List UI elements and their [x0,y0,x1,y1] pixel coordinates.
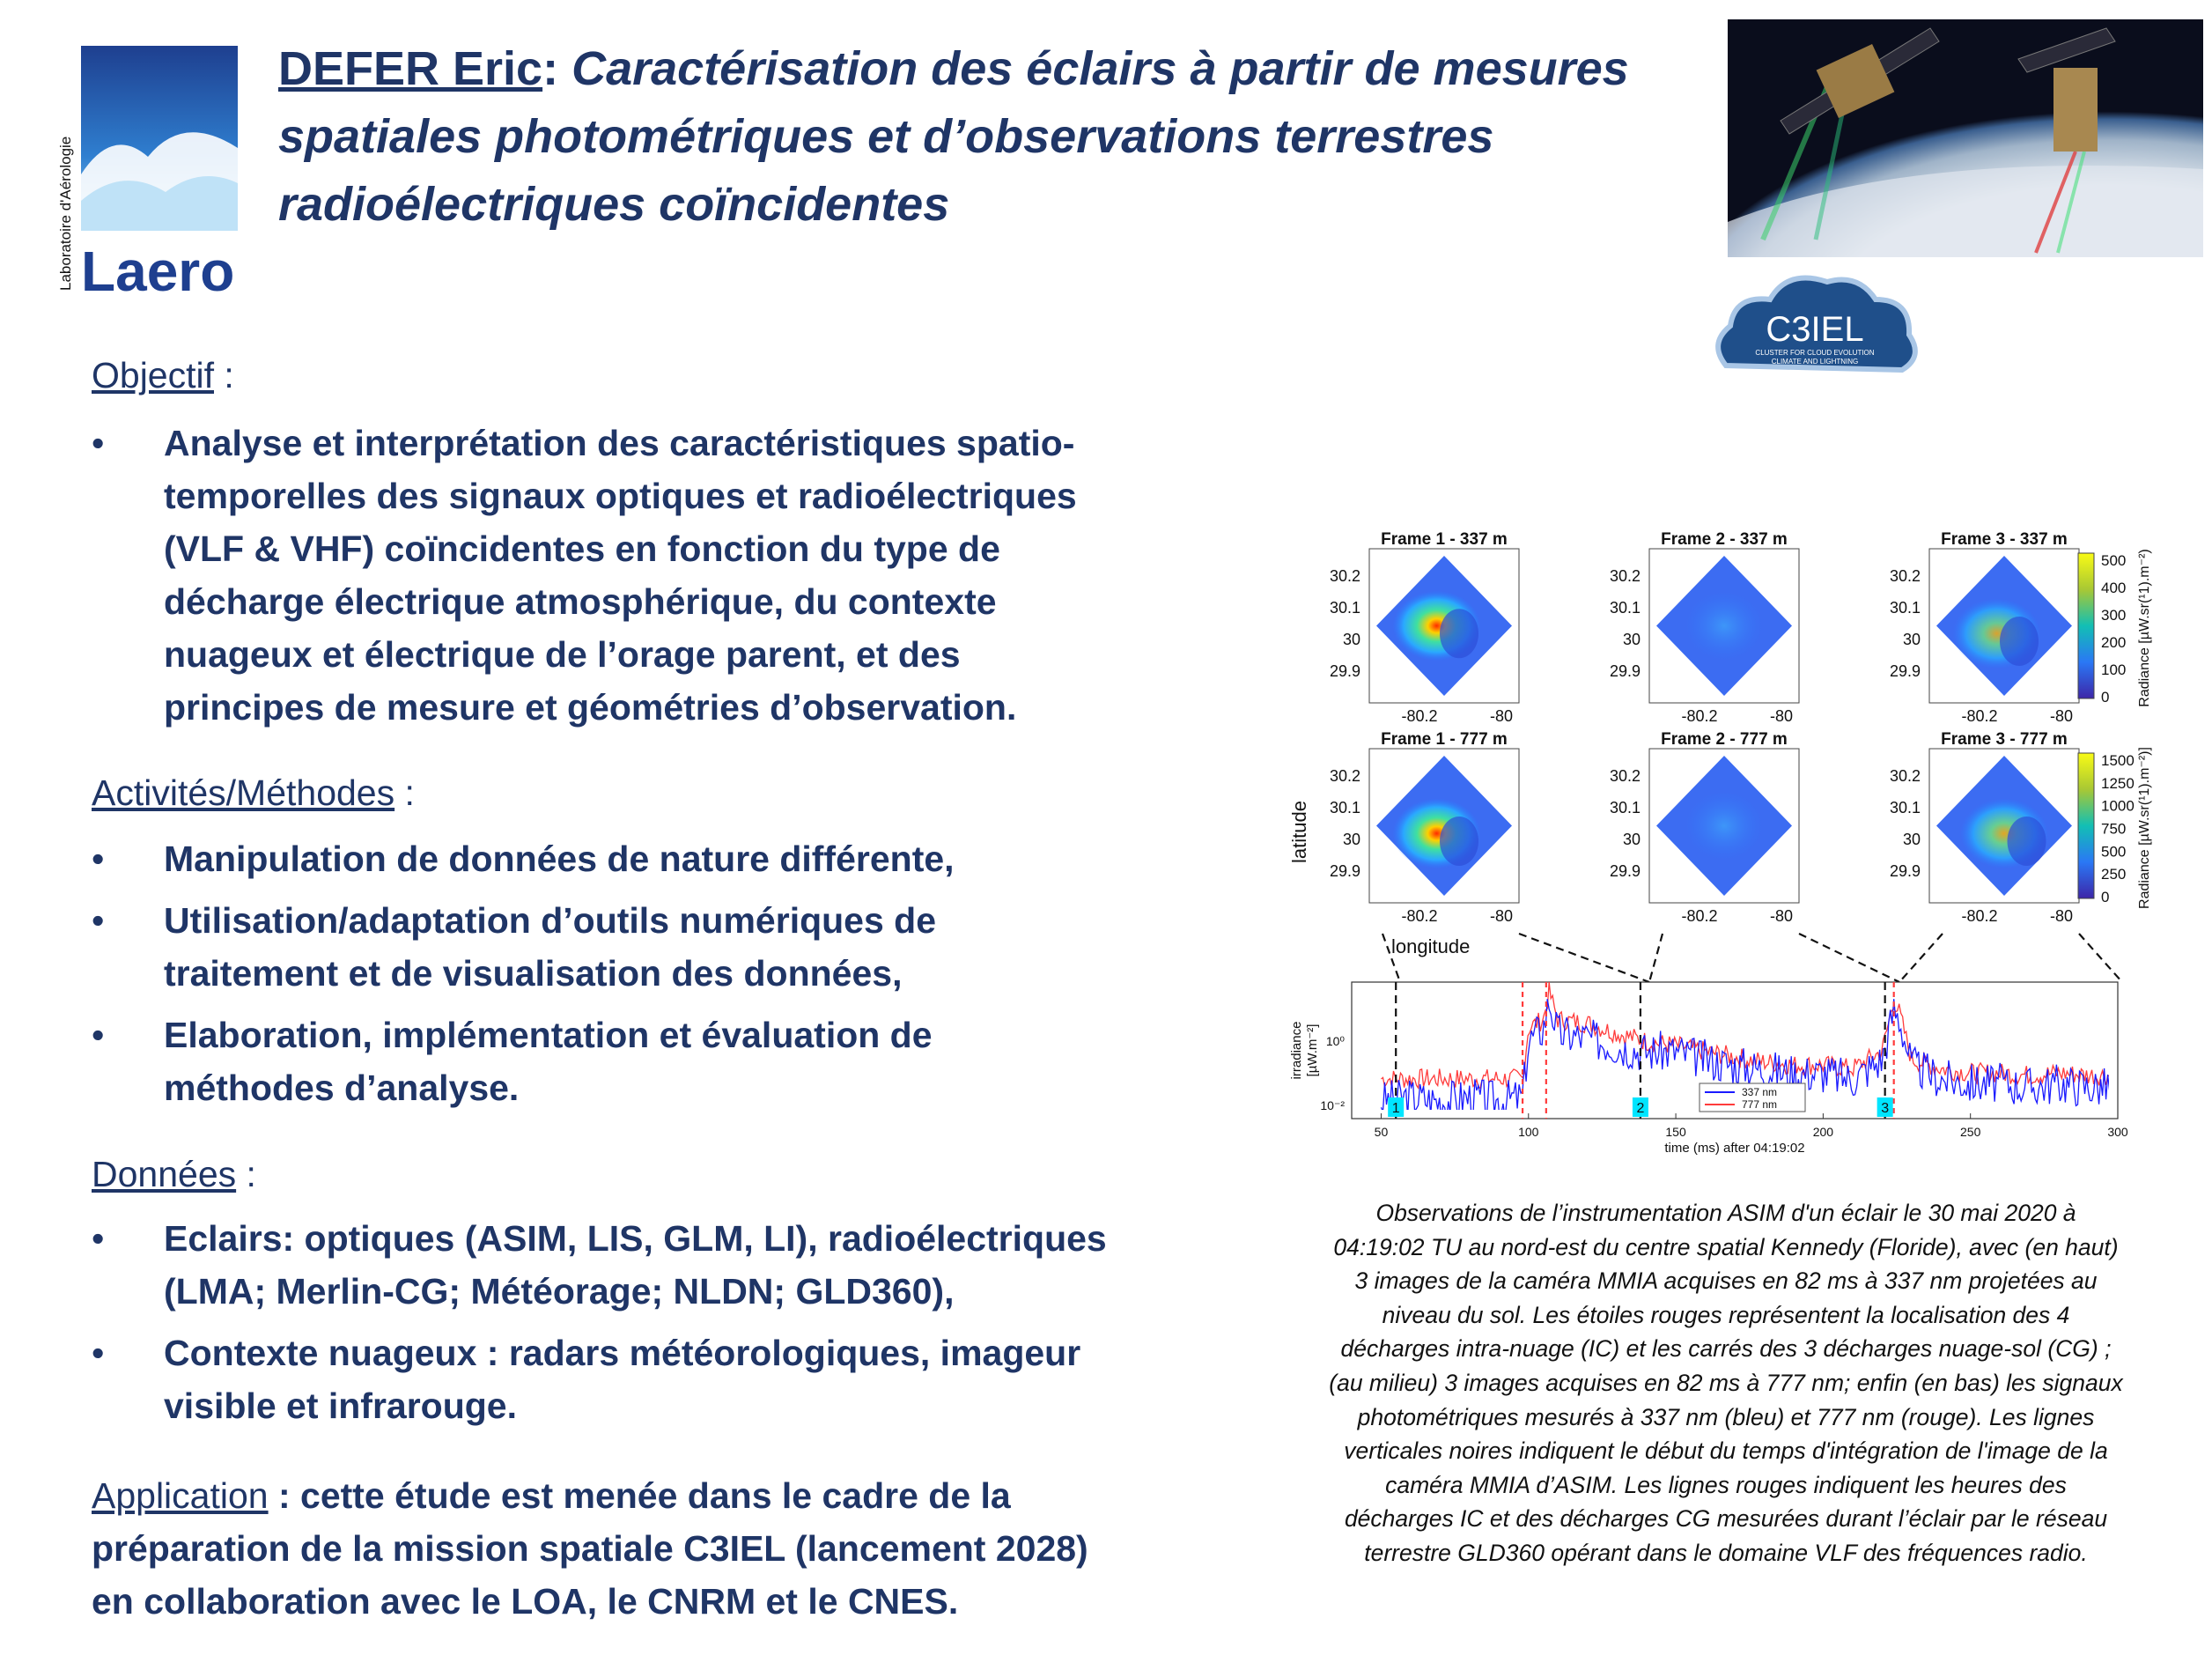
lat-tick-label: 30 [1902,631,1921,648]
colorbar-tick: 400 [2101,580,2127,596]
section-donnees-heading: Données : [92,1154,256,1194]
lat-tick-label: 30.2 [1329,567,1360,585]
lon-tick-label: -80 [1769,707,1794,725]
chart-xtick: 250 [1960,1125,1981,1139]
radiance-shadow [1440,817,1478,866]
colorbar-label: Radiance [µW.sr(¹1).m⁻²) [2137,549,2152,707]
colorbar-tick: 0 [2101,889,2110,905]
panel-title: Frame 1 - 777 m [1381,730,1508,749]
chart-xtick: 100 [1518,1125,1539,1139]
chart-ytick: 10⁻² [1320,1098,1345,1112]
objectif-bullet: • Analyse et interprétation des caractéristiques spatio- temporelles des signaux optiques et radioélectriques (VLF & VHF) coïncidentes en fonction du type de décharge électrique atmosphérique, du contexte nuageux et électrique de l’orage parent, et des principes de mesure et géométries d’observation. [92,417,1183,734]
lat-tick-label: 29.9 [1889,662,1921,680]
map-panel [1890,730,2079,925]
donnees-bullet-2: • Contexte nuageux : radars météorologiques, imageur visible et infrarouge. [92,1333,1081,1426]
chart-xtick: 200 [1812,1125,1834,1139]
logo-vertical-text: Laboratoire d'Aérologie [57,136,74,291]
lat-tick-label: 30.1 [1889,799,1921,817]
c3iel-tagline-2: CLIMATE AND LIGHTNING [1771,358,1859,366]
lat-tick-label: 29.9 [1609,862,1641,880]
page-title: DEFER Eric: Caractérisation des éclairs à partir de mesures spatiales photométriques et d’observations terrestres radioélectriques coïncidentes [278,35,1687,239]
chart-xtick: 300 [2107,1125,2128,1139]
colorbar-tick: 200 [2101,634,2127,651]
lon-tick-label: -80.2 [1681,907,1718,925]
irradiance-chart [1289,982,2128,1156]
panel-title: Frame 1 - 337 m [1381,530,1508,549]
lat-tick-label: 30.2 [1609,767,1641,785]
lon-tick-label: -80 [1769,907,1794,925]
lon-tick-label: -80.2 [1401,907,1438,925]
map-panel [1330,730,1519,925]
title-line-2: spatiales photométriques et d’observations terrestres [278,110,1494,163]
lon-tick-label: -80 [2049,707,2074,725]
chart-xtick: 50 [1374,1125,1389,1139]
lat-tick-label: 29.9 [1609,662,1641,680]
connector-right [2079,934,2122,982]
c3iel-tagline-1: CLUSTER FOR CLOUD EVOLUTION [1755,349,1875,357]
radiance-shadow [2000,617,2039,666]
donnees-bullet-1: • Eclairs: optiques (ASIM, LIS, GLM, LI), radioélectriques (LMA; Merlin-CG; Météorage; NLDN; GLD360), [92,1218,1107,1312]
lat-tick-label: 29.9 [1329,662,1360,680]
map-panel [1610,530,1799,725]
logo-text: Laero [81,240,235,298]
c3iel-logo [1700,260,1930,394]
map-grid [1330,530,2079,925]
colorbar-tick: 500 [2101,843,2127,861]
lat-tick-label: 30.2 [1609,567,1641,585]
connector-left [1899,934,1943,982]
lon-tick-label: -80.2 [1681,707,1718,725]
lat-tick-label: 29.9 [1329,862,1360,880]
c3iel-name: C3IEL [1766,310,1864,349]
lat-tick-label: 30.1 [1609,799,1641,817]
lat-tick-label: 30.2 [1889,567,1921,585]
colorbar-tick: 250 [2101,866,2127,883]
title-line-3: radioélectriques coïncidentes [278,178,950,231]
panel-title: Frame 3 - 777 m [1941,730,2068,749]
lat-tick-label: 30.1 [1609,599,1641,617]
chart-xlabel: time (ms) after 04:19:02 [1664,1141,1805,1156]
radiance-spot [1685,591,1764,661]
lat-tick-label: 30 [1342,831,1360,848]
panel-title: Frame 3 - 337 m [1941,530,2068,549]
chart-ylabel-units: [µW.m⁻²] [1305,1023,1320,1077]
colorbar [2078,753,2094,898]
colorbar-tick: 1000 [2101,797,2135,815]
activites-bullet-3: • Elaboration, implémentation et évaluation de méthodes d’analyse. [92,1015,933,1108]
lat-tick-label: 30.1 [1329,599,1360,617]
connector-right [1519,934,1649,982]
legend-label-777: 777 nm [1742,1098,1778,1111]
lat-tick-label: 30.2 [1889,767,1921,785]
colorbar-tick: 1500 [2101,752,2135,769]
section-application: Application : cette étude est menée dans le cadre de la préparation de la mission spatiale C3IEL (lancement 2028) en collaboration avec le LOA, le CNRM et le CNES. [92,1475,1088,1622]
radiance-shadow [1440,609,1478,658]
bullet-symbol: • [92,423,105,463]
laero-logo [51,42,245,298]
figure-xlabel: longitude [1391,935,1471,957]
colorbar-tick: 100 [2101,661,2127,678]
frame-marker-label: 3 [1881,1101,1890,1116]
figure-caption: Observations de l’instrumentation ASIM d'un éclair le 30 mai 2020 à 04:19:02 TU au nord-est du centre spatial Kennedy (Floride), avec (en haut) 3 images de la caméra MMIA acquises en 82 ms à 337 nm projetées au niveau du sol. Les étoiles rouges représentent la localisation des 4 décharges intra-nuage (IC) et les carrés des 3 décharges nuage-sol (CG) ; (au milieu) 3 images acquises en 82 ms à 777 nm; enfin (en bas) les signaux photométriques mesurés à 337 nm (bleu) et 777 nm (rouge). Les lignes verticales noires indiquent le début du temps d'intégration de l'image de la caméra MMIA d’ASIM. Les lignes rouges indiquent les heures des décharges IC et des décharges CG mesurées durant l’éclair par le réseau terrestre GLD360 opérant dans le domaine VLF des fréquences radio. [1329,1200,2123,1566]
lat-tick-label: 30 [1622,831,1641,848]
radiance-shadow [2008,817,2046,866]
colorbars [2078,549,2152,909]
colorbar-tick: 300 [2101,607,2127,624]
colorbar [2078,553,2094,698]
chart-ylabel: irradiance [1289,1021,1304,1080]
radiance-spot [1685,791,1764,861]
connector-left [1649,934,1663,982]
lat-tick-label: 30.1 [1889,599,1921,617]
lon-tick-label: -80 [2049,907,2074,925]
map-panel [1890,530,2079,725]
lat-tick-label: 29.9 [1889,862,1921,880]
lon-tick-label: -80 [1489,907,1514,925]
lat-tick-label: 30 [1902,831,1921,848]
panel-title: Frame 2 - 777 m [1661,730,1788,749]
frame-marker-label: 1 [1391,1101,1400,1116]
figure-ylabel: latitude [1288,801,1310,863]
section-objectif-heading: Objectif : [92,355,234,395]
author-name: DEFER Eric [278,42,543,95]
panel-title: Frame 2 - 337 m [1661,530,1788,549]
activites-bullet-2: • Utilisation/adaptation d’outils numériques de traitement et de visualisation des données, [92,900,937,994]
map-panel [1330,530,1519,725]
lat-tick-label: 30.2 [1329,767,1360,785]
legend-label-337: 337 nm [1742,1086,1778,1098]
map-panel [1610,730,1799,925]
colorbar-tick: 750 [2101,820,2127,838]
chart-ytick: 10⁰ [1325,1034,1345,1049]
section-activites-heading: Activités/Méthodes : [92,772,415,813]
colorbar-tick: 1250 [2101,774,2135,792]
colorbar-tick: 0 [2101,689,2110,706]
connector-lines [1382,934,2122,982]
chart-xtick: 150 [1665,1125,1686,1139]
asim-figure [1281,520,2162,1171]
lon-tick-label: -80.2 [1961,707,1998,725]
title-line-1: Caractérisation des éclairs à partir de mesures [571,42,1629,95]
frame-marker-label: 2 [1636,1101,1645,1116]
colorbar-tick: 500 [2101,552,2127,569]
application-heading: Application [92,1475,269,1516]
lat-tick-label: 30.1 [1329,799,1360,817]
lon-tick-label: -80.2 [1961,907,1998,925]
lon-tick-label: -80.2 [1401,707,1438,725]
connector-right [1799,934,1899,982]
activites-bullet-1: • Manipulation de données de nature différente, [92,839,955,879]
colorbar-label: Radiance [µW.sr(¹1).m⁻²)] [2137,747,2152,909]
lon-tick-label: -80 [1489,707,1514,725]
satellite-image [1728,19,2203,257]
lat-tick-label: 30 [1622,631,1641,648]
lat-tick-label: 30 [1342,631,1360,648]
